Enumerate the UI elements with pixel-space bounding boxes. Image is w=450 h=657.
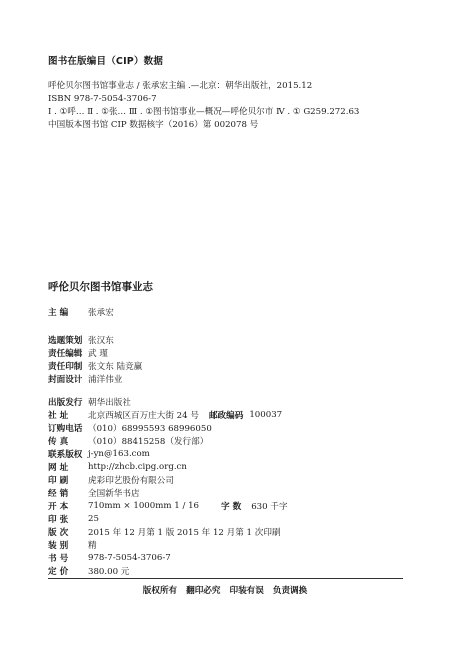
print-supervisor-label: 责任印制 [48, 361, 83, 372]
fax-value: （010）88415258（发行部） [88, 436, 209, 447]
address-label: 社 址 [48, 410, 69, 421]
distributor-label: 经 销 [48, 488, 69, 499]
print-supervisor-row [48, 359, 142, 372]
printer-label: 印 刷 [48, 475, 69, 486]
planner-row [48, 333, 114, 346]
cip-heading: 图书在版编目（CIP）数据 [48, 56, 164, 67]
edition-value: 2015 年 12 月第 1 版 2015 年 12 月第 1 次印刷 [88, 527, 281, 538]
editor-value: 张承宏 [88, 307, 114, 318]
publisher-row [48, 395, 131, 408]
distributor-row [48, 486, 140, 499]
format-value: 710mm × 1000mm 1 / 16 [88, 500, 200, 511]
planner-value: 张汉东 [88, 335, 114, 346]
isbn-row [48, 551, 171, 564]
word-count-label: 字 数 [221, 501, 242, 512]
copyright-notice: 版权所有 翻印必究 印装有误 负责调换 [142, 586, 308, 596]
website-row [48, 460, 187, 473]
binding-value: 精 [88, 540, 97, 551]
cover-design-value: 浦洋伟业 [88, 374, 123, 385]
price-value: 380.00 元 [88, 566, 130, 577]
cip-record [48, 80, 428, 132]
editor-label: 主 编 [48, 307, 69, 318]
book-title: 呼伦贝尔图书馆事业志 [48, 281, 153, 293]
printer-value: 虎彩印艺股份有限公司 [88, 475, 174, 486]
binding-row [48, 538, 97, 551]
responsible-editor-row [48, 346, 108, 359]
edition-row [48, 525, 281, 538]
publisher-value: 朝华出版社 [88, 397, 131, 408]
cover-design-row [48, 372, 122, 385]
address-value: 北京西城区百万庄大街 24 号 [88, 410, 199, 421]
responsible-editor-value: 武 瑾 [88, 348, 108, 359]
order-phone-value: （010）68995593 68996050 [88, 423, 212, 434]
postcode-label: 邮政编码 [208, 410, 244, 421]
distributor-value: 全国新华书店 [88, 488, 140, 499]
cip-line-data-number: 中国版本图书馆 CIP 数据核字（2016）第 002078 号 [48, 120, 259, 130]
fax-label: 传 真 [48, 436, 69, 447]
address-row [48, 408, 282, 421]
printer-row [48, 473, 174, 486]
isbn-label: 书 号 [48, 553, 69, 564]
isbn-value: 978-7-5054-3706-7 [88, 552, 171, 563]
sheets-value: 25 [88, 513, 99, 524]
cover-design-label: 封面设计 [48, 374, 83, 385]
email-row [48, 447, 150, 460]
email-value: j-yn@163.com [88, 448, 150, 459]
planner-label: 选题策划 [48, 335, 83, 346]
publisher-label: 出版发行 [48, 397, 83, 408]
binding-label: 装 别 [48, 540, 69, 551]
edition-label: 版 次 [48, 527, 69, 538]
price-label: 定 价 [48, 566, 69, 577]
email-label: 联系版权 [48, 449, 83, 460]
cip-line-isbn: ISBN 978-7-5054-3706-7 [48, 94, 157, 104]
fax-row [48, 434, 208, 447]
postcode-value: 100037 [249, 409, 283, 420]
editor-row [48, 305, 114, 318]
responsible-editor-label: 责任编辑 [48, 348, 83, 359]
format-row [48, 499, 288, 512]
order-phone-row [48, 421, 212, 434]
word-count-value: 630 千字 [251, 501, 288, 512]
sheets-row [48, 512, 99, 525]
print-supervisor-value: 张文东 陆竞赢 [88, 361, 143, 372]
website-label: 网 址 [48, 462, 69, 473]
website-value: http://zhcb.cipg.org.cn [88, 461, 187, 472]
cip-line-title: 呼伦贝尔图书馆事业志 / 张承宏主编 .—北京：朝华出版社，2015.12 [48, 81, 313, 91]
price-row [48, 564, 129, 577]
sheets-label: 印 张 [48, 514, 69, 525]
order-phone-label: 订购电话 [48, 423, 83, 434]
footer-divider [48, 578, 403, 579]
format-label: 开 本 [48, 501, 69, 512]
cip-line-classification: Ⅰ . ①呼… Ⅱ . ①张… Ⅲ . ①图书馆事业—概况—呼伦贝尔市 Ⅳ . ① G259.272.63 [48, 107, 360, 117]
